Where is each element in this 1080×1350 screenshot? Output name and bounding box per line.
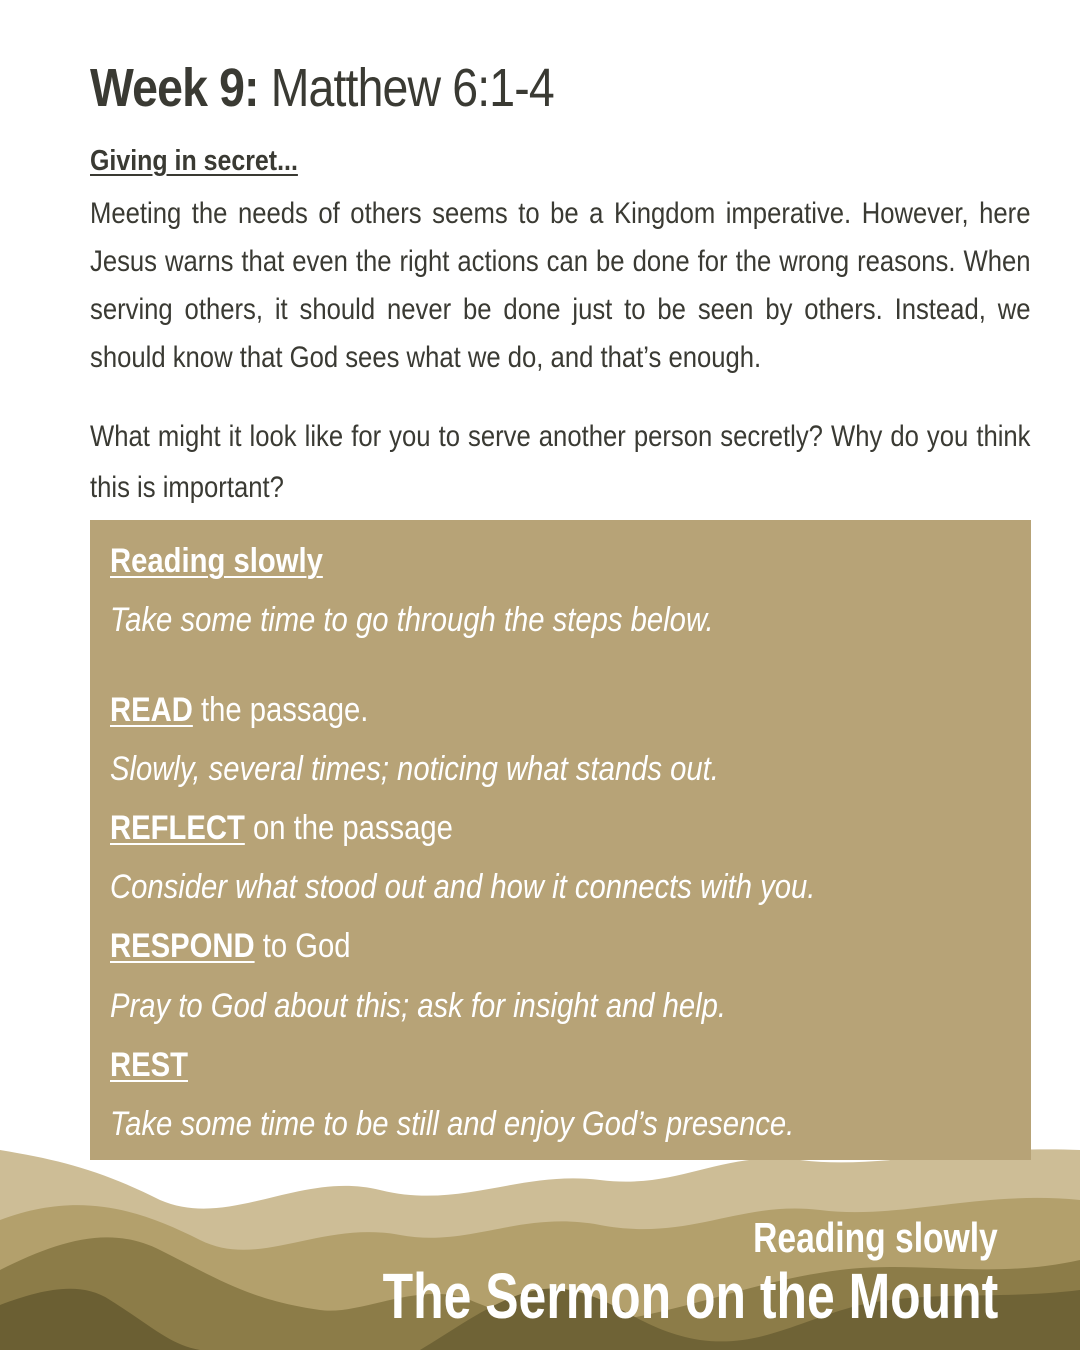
- series-title: The Sermon on the Mount: [382, 1260, 998, 1332]
- week-label: Week 9:: [90, 58, 259, 118]
- step-note: Pray to God about this; ask for insight and help.: [110, 987, 727, 1025]
- reading-steps-panel: [90, 520, 1031, 1160]
- step-rest: [110, 1043, 188, 1087]
- panel-intro: Take some time to go through the steps below.: [110, 601, 714, 639]
- step-note: Slowly, several times; noticing what stands out.: [110, 750, 719, 788]
- passage-reference: Matthew 6:1-4: [270, 58, 554, 118]
- step-text: to God: [254, 927, 351, 965]
- step-note: Take some time to be still and enjoy God’s presence.: [110, 1105, 795, 1143]
- step-note: Consider what stood out and how it connects with you.: [110, 868, 816, 906]
- page-title: [90, 52, 554, 124]
- panel-heading: Reading slowly: [110, 542, 323, 580]
- step-reflect: [110, 806, 453, 850]
- step-text: the passage.: [192, 691, 369, 729]
- reflection-question: What might it look like for you to serve another person secretly? Why do you think this is important?: [90, 420, 1031, 504]
- series-label: Reading slowly: [753, 1214, 998, 1261]
- section-subheading: Giving in secret...: [90, 145, 298, 177]
- step-keyword: REFLECT: [110, 809, 245, 847]
- step-keyword: READ: [110, 691, 193, 729]
- step-keyword: REST: [110, 1046, 188, 1084]
- step-respond: [110, 924, 351, 968]
- step-keyword: RESPOND: [110, 927, 255, 965]
- step-text: on the passage: [244, 809, 453, 847]
- step-read: [110, 688, 368, 732]
- intro-paragraph: Meeting the needs of others seems to be a Kingdom imperative. However, here Jesus warns that even the right actions can be done for the wrong reasons. When serving others, it should never be done just to be seen by others. Instead, we should know that God sees what we do, and that’s enough.: [90, 197, 1031, 374]
